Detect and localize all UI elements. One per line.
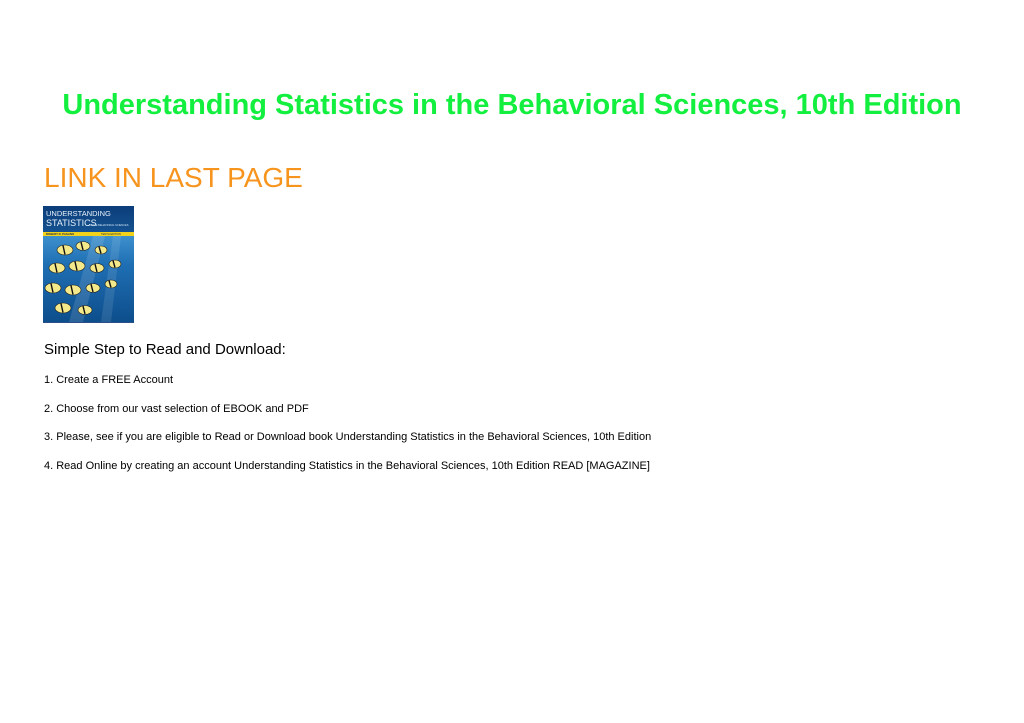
cover-author: ROBERT R. PAGANO [46, 232, 75, 237]
cover-subtitle: IN THE BEHAVIORAL SCIENCES [89, 224, 129, 227]
step-item: 2. Choose from our vast selection of EBOOK and PDF [44, 402, 309, 415]
page-title: Understanding Statistics in the Behavioral Sciences, 10th Edition [62, 89, 962, 121]
book-cover-image [43, 206, 134, 323]
instructions-intro: Simple Step to Read and Download: [44, 341, 286, 358]
step-item: 1. Create a FREE Account [44, 374, 174, 386]
step-item: 4. Read Online by creating an account Understanding Statistics in the Behavioral Sciences, 10th Edition READ [MAGAZINE] [44, 459, 650, 472]
steps-list [44, 372, 651, 486]
cover-edition: TENTH EDITION [101, 233, 121, 237]
cover-title-line2: STATISTICS [46, 218, 97, 228]
cover-title-line1: UNDERSTANDING [46, 209, 111, 218]
step-item: 3. Please, see if you are eligible to Read or Download book Understanding Statistics in the Behavioral Sciences, 10th Edition [44, 431, 652, 443]
link-heading[interactable]: LINK IN LAST PAGE [44, 162, 303, 193]
